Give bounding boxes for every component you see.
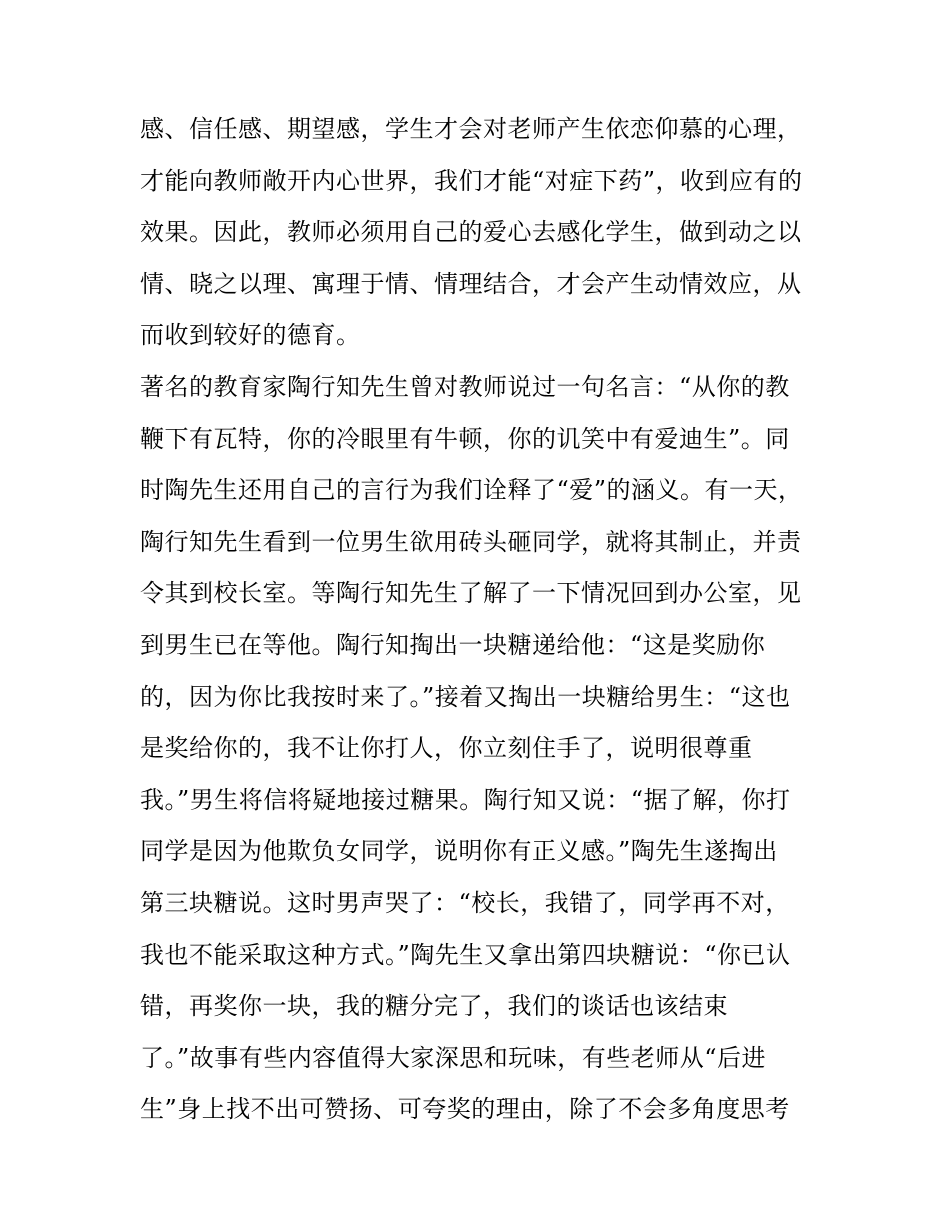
text-line: 令其到校长室。等陶行知先生了解了一下情况回到办公室，见	[140, 579, 802, 608]
text-line: 我。”男生将信将疑地接过糖果。陶行知又说：“据了解，你打	[140, 785, 791, 814]
text-line: 才能向教师敞开内心世界，我们才能“对症下药”，收到应有的	[140, 166, 803, 195]
text-line: 感、信任感、期望感，学生才会对老师产生依恋仰慕的心理，	[140, 115, 802, 143]
text-line: 生”身上找不出可赞扬、可夸奖的理由，除了不会多角度思考	[140, 1095, 790, 1124]
text-line: 到男生已在等他。陶行知掏出一块糖递给他：“这是奖励你	[140, 630, 766, 659]
text-line: 我也不能采取这种方式。”陶先生又拿出第四块糖说：“你已认	[140, 940, 791, 969]
text-line: 的，因为你比我按时来了。”接着又掏出一块糖给男生：“这也	[140, 682, 791, 711]
text-line: 是奖给你的，我不让你打人，你立刻住手了，说明很尊重	[140, 734, 753, 763]
text-line: 时陶先生还用自己的言行为我们诠释了“爱”的涵义。有一天，	[140, 476, 803, 505]
text-line: 著名的教育家陶行知先生曾对教师说过一句名言：“从你的教	[140, 372, 790, 401]
text-line: 了。”故事有些内容值得大家深思和玩味，有些老师从“后进	[140, 1043, 767, 1072]
text-line: 情、晓之以理、寓理于情、情理结合，才会产生动情效应，从	[140, 269, 802, 298]
text-line: 第三块糖说。这时男声哭了：“校长，我错了，同学再不对，	[140, 888, 790, 917]
text-line: 而收到较好的德育。	[140, 321, 361, 350]
text-line: 同学是因为他欺负女同学，说明你有正义感。”陶先生遂掏出	[140, 837, 778, 866]
body-text	[140, 104, 820, 1136]
text-line: 鞭下有瓦特，你的冷眼里有牛顿，你的讥笑中有爱迪生”。同	[140, 424, 790, 453]
text-line: 效果。因此，教师必须用自己的爱心去感化学生，做到动之以	[140, 218, 802, 247]
text-line: 错，再奖你一块，我的糖分完了，我们的谈话也该结束	[140, 992, 728, 1021]
text-line: 陶行知先生看到一位男生欲用砖头砸同学，就将其制止，并责	[140, 527, 802, 556]
